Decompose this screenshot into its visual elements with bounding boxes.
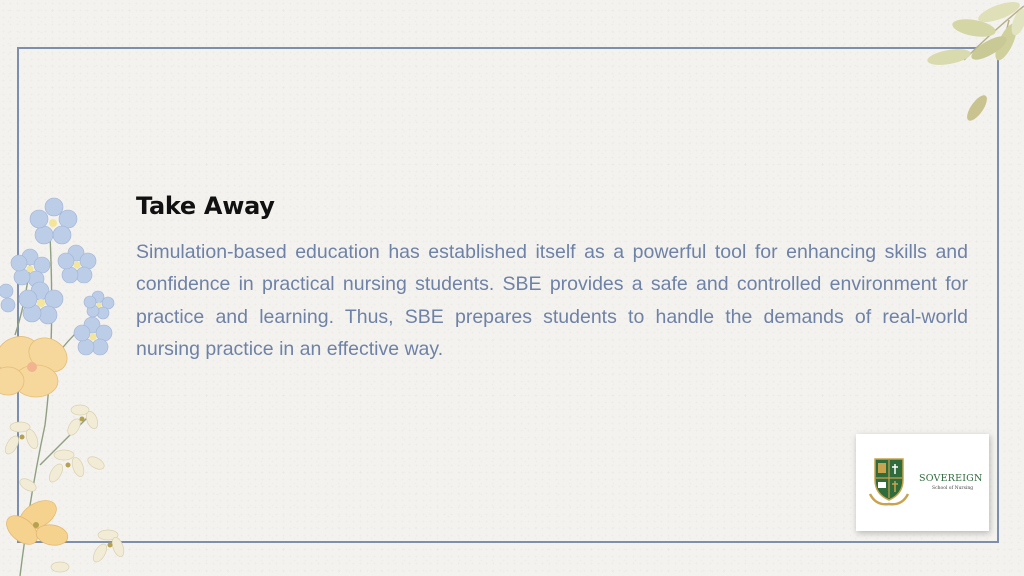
flower-cluster-icon: [0, 195, 140, 576]
slide-body-text: Simulation-based education has established itself as a powerful tool for enhancing skills and confidence in practical nursing students. SBE provides a safe and controlled environment for practice and learning. Thus, SBE prepares students to handle the demands of real-world nursing practice in an effective way.: [136, 241, 968, 360]
slide-title: Take Away: [136, 192, 275, 220]
leaf-branch-icon: [894, 0, 1024, 135]
logo-school-subtitle: School of Nursing: [932, 486, 974, 491]
logo-school-name: SOVEREIGN: [919, 473, 983, 484]
shield-crest-icon: [862, 454, 916, 508]
school-logo-card: [856, 434, 989, 531]
